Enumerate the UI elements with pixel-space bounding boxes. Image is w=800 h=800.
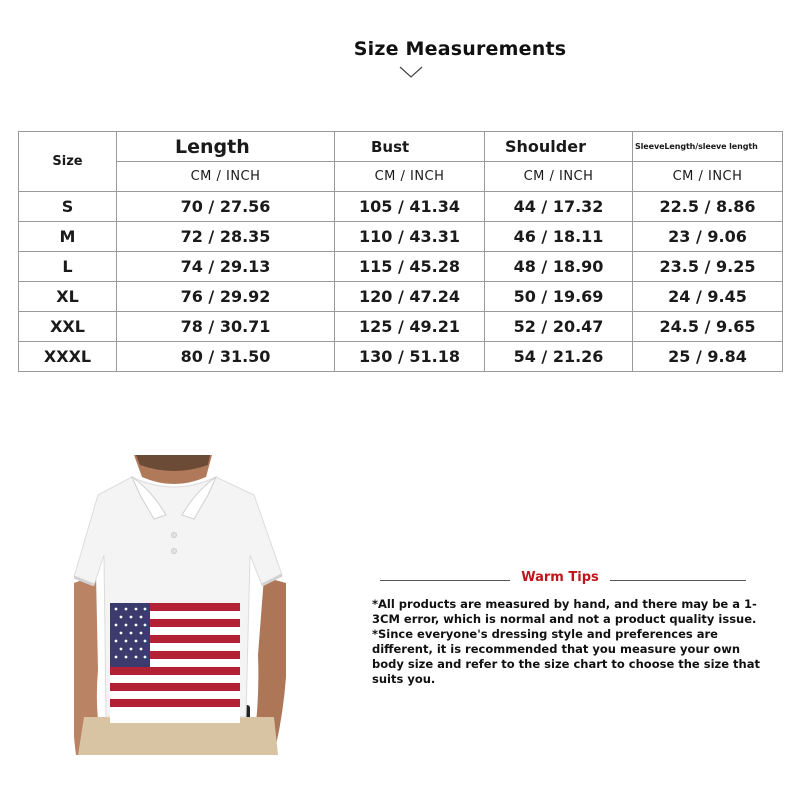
size-cell: S: [19, 192, 117, 222]
sleeve-cell: 24 / 9.45: [633, 282, 783, 312]
length-cell: 78 / 30.71: [117, 312, 335, 342]
bust-cell: 105 / 41.34: [335, 192, 485, 222]
length-cell: 80 / 31.50: [117, 342, 335, 372]
sleeve-cell: 23.5 / 9.25: [633, 252, 783, 282]
flag-icon: [110, 603, 240, 723]
bust-cell: 110 / 43.31: [335, 222, 485, 252]
size-table: [18, 131, 783, 372]
product-image: [74, 455, 286, 755]
length-unit: CM / INCH: [117, 162, 335, 192]
length-cell: 72 / 28.35: [117, 222, 335, 252]
shoulder-cell: 52 / 20.47: [485, 312, 633, 342]
size-cell: XL: [19, 282, 117, 312]
table-header-row: [19, 132, 783, 162]
tips-title: Warm Tips: [521, 570, 599, 585]
size-cell: XXXL: [19, 342, 117, 372]
shoulder-cell: 50 / 19.69: [485, 282, 633, 312]
length-cell: 76 / 29.92: [117, 282, 335, 312]
tips-text: *All products are measured by hand, and there may be a 1-3CM error, which is normal and not a product quality issue. *Since everyone's dressing style and preferences are different, it is recommended that you measure your own body size and refer to the size chart to choose the size that suits you.: [372, 597, 760, 686]
sleeve-header: SleeveLength/sleeve length: [633, 132, 783, 162]
bust-cell: 130 / 51.18: [335, 342, 485, 372]
table-row: [19, 222, 783, 252]
page-title: Size Measurements: [353, 38, 567, 60]
shoulder-cell: 44 / 17.32: [485, 192, 633, 222]
sleeve-cell: 25 / 9.84: [633, 342, 783, 372]
divider: [610, 580, 746, 581]
shoulder-header: Shoulder: [485, 132, 633, 162]
sleeve-unit: CM / INCH: [633, 162, 783, 192]
bust-unit: CM / INCH: [335, 162, 485, 192]
table-row: [19, 252, 783, 282]
sleeve-cell: 22.5 / 8.86: [633, 192, 783, 222]
bust-cell: 120 / 47.24: [335, 282, 485, 312]
divider: [380, 580, 510, 581]
bust-cell: 125 / 49.21: [335, 312, 485, 342]
table-row: [19, 282, 783, 312]
shoulder-cell: 46 / 18.11: [485, 222, 633, 252]
length-header: Length: [117, 132, 335, 162]
shoulder-cell: 48 / 18.90: [485, 252, 633, 282]
units-row: [19, 162, 783, 192]
table-row: [19, 312, 783, 342]
bust-header: Bust: [335, 132, 485, 162]
table-row: [19, 342, 783, 372]
chevron-down-icon: [398, 64, 424, 80]
sleeve-cell: 23 / 9.06: [633, 222, 783, 252]
sleeve-cell: 24.5 / 9.65: [633, 312, 783, 342]
size-header: Size: [19, 132, 117, 192]
size-cell: XXL: [19, 312, 117, 342]
table-row: [19, 192, 783, 222]
length-cell: 74 / 29.13: [117, 252, 335, 282]
length-cell: 70 / 27.56: [117, 192, 335, 222]
bust-cell: 115 / 45.28: [335, 252, 485, 282]
shoulder-cell: 54 / 21.26: [485, 342, 633, 372]
shoulder-unit: CM / INCH: [485, 162, 633, 192]
size-cell: M: [19, 222, 117, 252]
size-cell: L: [19, 252, 117, 282]
